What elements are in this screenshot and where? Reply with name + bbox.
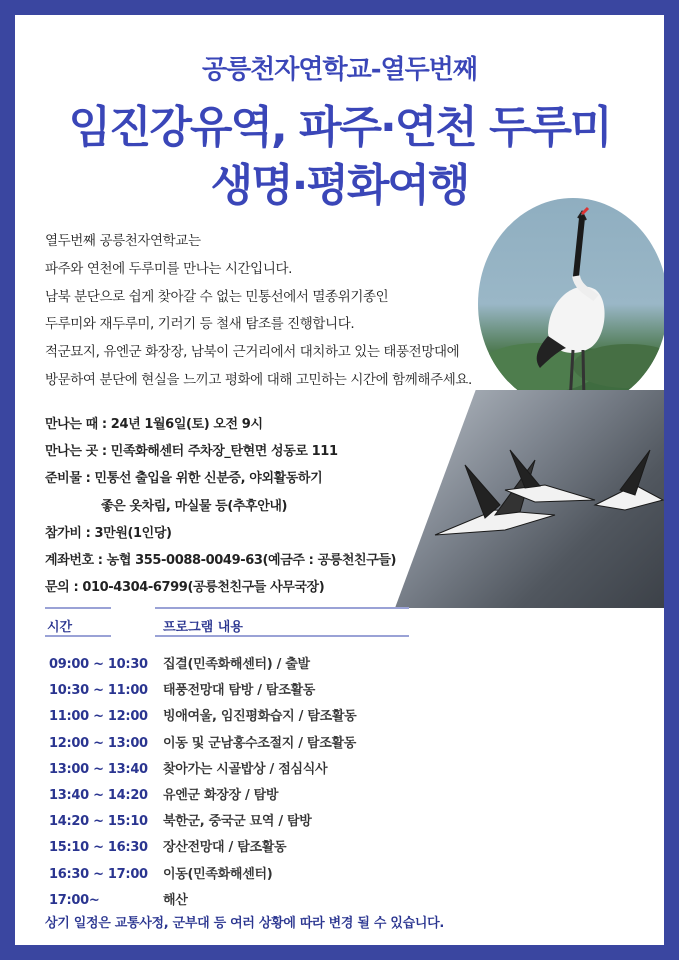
info-prep: 준비물 : 민통선 출입을 위한 신분증, 야외활동하기: [45, 471, 323, 487]
standing-crane-illustration: [478, 198, 664, 410]
info-account: 계좌번호 : 농협 355-0088-0049-63(예금주 : 공릉천친구들): [45, 552, 397, 568]
schedule-program: 해산: [163, 892, 188, 908]
schedule-program: 북한군, 중국군 묘역 / 탐방: [163, 814, 312, 830]
poster: [15, 15, 664, 945]
header-gap: [111, 607, 155, 637]
poster-title-line2: 생명·평화여행: [210, 160, 469, 211]
intro-line: 적군묘지, 유엔군 화장장, 남북이 근거리에서 대치하고 있는 태풍전망대에: [45, 344, 460, 361]
schedule-row: [49, 888, 489, 914]
schedule-col-program: 프로그램 내용: [163, 620, 243, 635]
schedule-time: 11:00 ~ 12:00: [49, 709, 148, 725]
schedule-row: [49, 678, 489, 704]
info-when: 만나는 때 : 24년 1월6일(토) 오전 9시: [45, 417, 263, 432]
schedule-header: [45, 607, 409, 637]
poster-title-line1: 임진강유역, 파주·연천 두루미: [68, 102, 611, 153]
schedule-program: 태풍전망대 탐방 / 탐조활동: [163, 683, 315, 699]
intro-line: 파주와 연천에 두루미를 만나는 시간입니다.: [45, 260, 292, 277]
schedule-time: 15:10 ~ 16:30: [49, 840, 148, 856]
schedule-program: 장산전망대 / 탐조활동: [163, 840, 287, 856]
intro-line: 열두번째 공릉천자연학교는: [45, 233, 201, 249]
schedule-row: [49, 783, 489, 809]
info-fee: 참가비 : 3만원(1인당): [45, 525, 172, 541]
schedule-program: 유엔군 화장장 / 탐방: [163, 787, 279, 803]
crane-photo-oval: [478, 198, 664, 410]
schedule-time: 16:30 ~ 17:00: [49, 866, 148, 882]
schedule-time: 13:00 ~ 13:40: [49, 761, 148, 777]
schedule-row: [49, 731, 489, 757]
schedule-time: 13:40 ~ 14:20: [49, 787, 148, 803]
schedule-row: [49, 652, 489, 678]
schedule-time: 17:00~: [49, 892, 100, 908]
schedule-program: 이동 및 군남홍수조절지 / 탐조활동: [163, 735, 356, 751]
intro-line: 남북 분단으로 쉽게 찾아갈 수 없는 민통선에서 멸종위기종인: [45, 288, 389, 305]
schedule-row: [49, 704, 489, 730]
schedule-time: 09:00 ~ 10:30: [49, 657, 148, 672]
schedule-program: 집결(민족화해센터) / 출발: [163, 657, 310, 672]
intro-line: 두루미와 재두루미, 기러기 등 철새 탐조를 진행합니다.: [45, 316, 355, 333]
schedule-table: [49, 652, 489, 914]
schedule-row: [49, 862, 489, 888]
schedule-time: 14:20 ~ 15:10: [49, 814, 148, 830]
schedule-program: 이동(민족화해센터): [163, 866, 273, 882]
info-where: 만나는 곳 : 민족화해센터 주차장_탄현면 성동로 111: [45, 444, 338, 460]
schedule-program: 찾아가는 시골밥상 / 점심식사: [163, 761, 328, 777]
schedule-program: 빙애여울, 임진평화습지 / 탐조활동: [163, 709, 357, 725]
info-prep-cont: 좋은 옷차림, 마실물 등(추후안내): [101, 498, 288, 514]
schedule-time: 10:30 ~ 11:00: [49, 683, 148, 699]
schedule-col-time: 시간: [47, 620, 73, 635]
schedule-row: [49, 809, 489, 835]
schedule-note: 상기 일정은 교통사정, 군부대 등 여러 상황에 따라 변경 될 수 있습니다.: [45, 916, 444, 931]
event-info: [45, 411, 505, 601]
intro-text: [45, 228, 545, 395]
schedule-row: [49, 757, 489, 783]
poster-subtitle: 공릉천자연학교-열두번째: [201, 55, 478, 85]
intro-line: 방문하여 분단에 현실을 느끼고 평화에 대해 고민하는 시간에 함께해주세요.: [45, 371, 472, 388]
schedule-time: 12:00 ~ 13:00: [49, 735, 148, 751]
info-contact: 문의 : 010-4304-6799(공릉천친구들 사무국장): [45, 580, 325, 596]
schedule-row: [49, 835, 489, 861]
